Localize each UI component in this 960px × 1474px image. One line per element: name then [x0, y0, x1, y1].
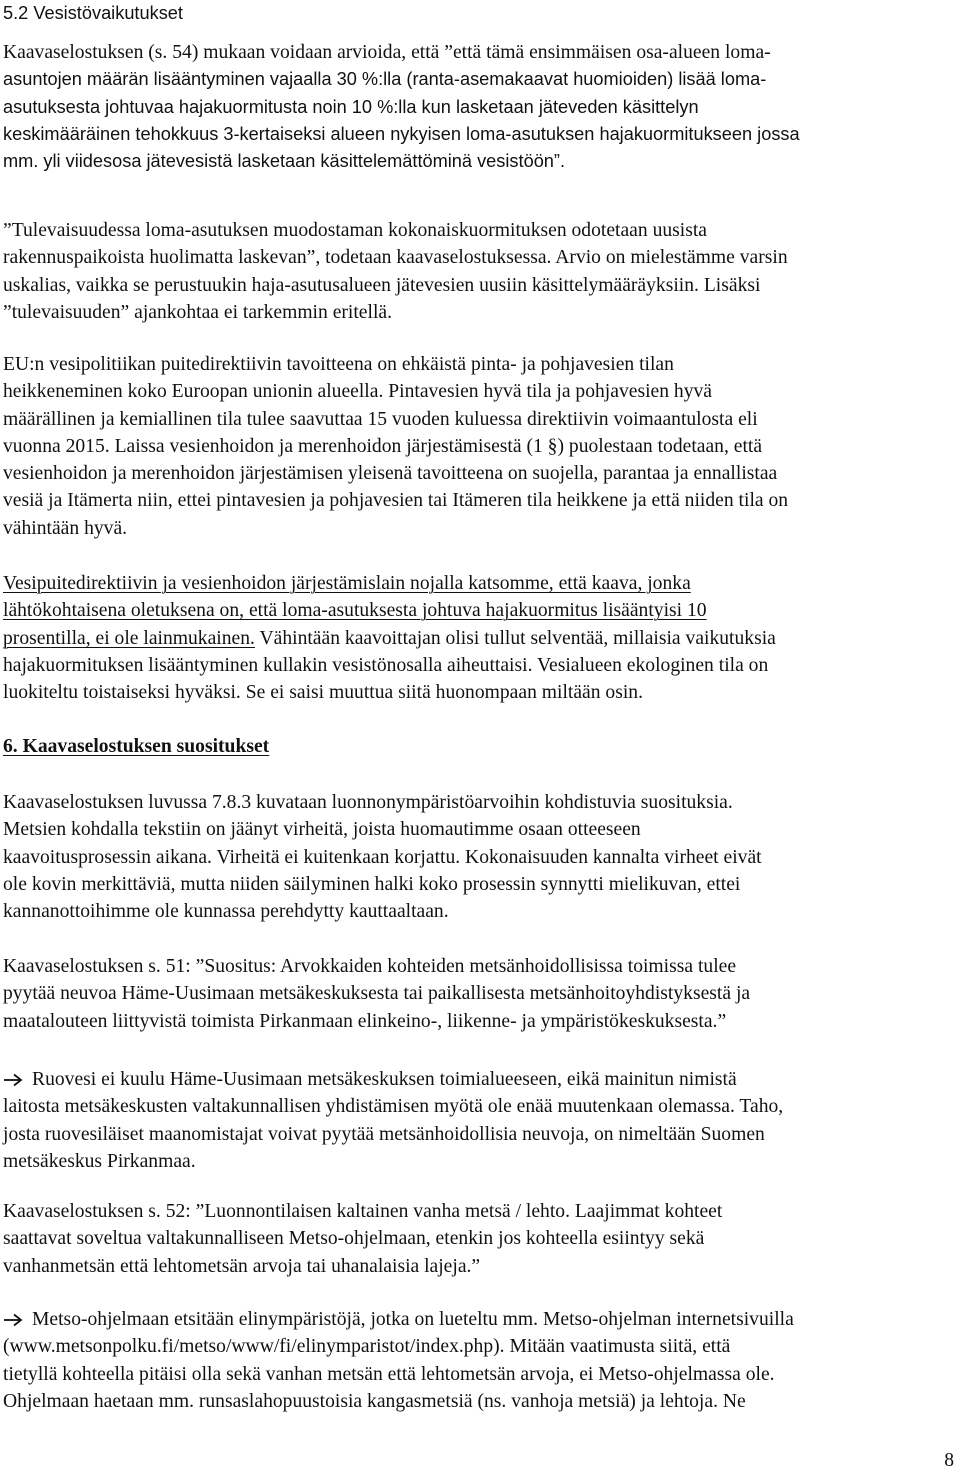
page-number: 8	[944, 1450, 954, 1471]
paragraph-ruovesi	[3, 1066, 955, 1175]
heading-text: 6. Kaavaselostuksen suositukset	[3, 736, 270, 757]
paragraph-line: ole kovin merkittäviä, mutta niiden säilyminen halki koko prosessin synnytti mielikuvan, ettei	[3, 873, 741, 895]
paragraph-line: hajakuormituksen lisääntyminen kullakin vesistönosalla aiheuttaisi. Vesialueen ekologinen tila on	[3, 654, 769, 676]
paragraph-line	[3, 625, 955, 652]
paragraph-line: metsäkeskus Pirkanmaa.	[3, 1150, 196, 1172]
paragraph-line: pyytää neuvoa Häme-Uusimaan metsäkeskuksesta tai paikallisesta metsänhoitoyhdistyksestä ja	[3, 983, 751, 1005]
paragraph-line: Kaavaselostuksen luvussa 7.8.3 kuvataan luonnonympäristöarvoihin kohdistuvia suosituksia.	[3, 792, 733, 813]
paragraph-line: ”tulevaisuuden” ajankohtaa ei tarkemmin eritellä.	[3, 301, 392, 323]
line-text: Metso-ohjelmaan etsitään elinympäristöjä, jotka on lueteltu mm. Metso-ohjelman internetsivuilla	[32, 1309, 794, 1330]
paragraph-line: vuonna 2015. Laissa vesienhoidon ja merenhoidon järjestämisestä (1 §) puolestaan todetaan, että	[3, 435, 763, 457]
paragraph-line: luokiteltu toistaiseksi hyväksi. Se ei saisi muuttua siitä huonompaan miltään osin.	[3, 682, 643, 704]
paragraph-tulevaisuus	[3, 217, 955, 326]
paragraph-line	[3, 1306, 955, 1333]
paragraph-line: josta ruovesiläiset maanomistajat voivat pyytää metsänhoidollisia neuvoja, on nimeltään Suomen	[3, 1123, 765, 1145]
underlined-text: Vesipuitedirektiivin ja vesienhoidon järjestämislain nojalla katsomme, että kaava, jonka	[3, 573, 691, 594]
underlined-text: lähtökohtaisena oletuksena on, että loma-asutuksesta johtuva hajakuormitus lisääntyisi 10	[3, 600, 707, 622]
paragraph-line: tietyllä kohteella pitäisi olla sekä vanhan metsän että lehtometsän arvoja, ei Metso-ohjelmassa ole.	[3, 1363, 775, 1385]
paragraph-line: rakennuspaikoista huolimatta laskevan”, todetaan kaavaselostuksessa. Arvio on mielestämme varsin	[3, 247, 788, 269]
paragraph-line: EU:n vesipolitiikan puitedirektiivin tavoitteena on ehkäistä pinta- ja pohjavesien tilan	[3, 354, 674, 375]
paragraph-line: maatalouteen liittyvistä toimista Pirkanmaan elinkeino-, liikenne- ja ympäristökeskuksesta.”	[3, 1010, 727, 1032]
paragraph-line: vesiä ja Itämerta niin, ettei pintavesien ja pohjavesien tai Itämeren tila heikkene ja että niiden tila on	[3, 490, 789, 512]
paragraph-line: vesienhoidon ja merenhoidon järjestämisen yleisenä tavoitteena on suojella, parantaa ja ennallistaa	[3, 463, 778, 485]
paragraph-line: Kaavaselostuksen s. 52: ”Luonnontilaisen kaltainen vanha metsä / lehto. Laajimmat kohteet	[3, 1201, 723, 1222]
paragraph-line: vähintään hyvä.	[3, 517, 128, 539]
paragraph-eu-vesipolitiikka	[3, 351, 955, 542]
underlined-text: prosentilla, ei ole lainmukainen.	[3, 627, 255, 649]
paragraph-line: kannanottoihimme ole kunnassa perehdytty kauttaaltaan.	[3, 901, 449, 923]
line-text: Ruovesi ei kuulu Häme-Uusimaan metsäkeskuksen toimialueeseen, eikä mainitun nimistä	[32, 1069, 737, 1090]
section-title-text: 5.2 Vesistövaikutukset	[3, 3, 183, 23]
paragraph-line: Metsien kohdalla tekstiin on jäänyt virheitä, joista huomautimme osaan otteeseen	[3, 819, 641, 841]
paragraph-line: keskimääräinen tehokkuus 3-kertaiseksi alueen nykyisen loma-asutuksen hajakuormitukseen jossa	[3, 123, 800, 144]
paragraph-suositukset	[3, 789, 955, 925]
plain-text: Vähintään kaavoittajan olisi tullut selventää, millaisia vaikutuksia	[254, 627, 776, 649]
paragraph-line	[3, 1066, 955, 1093]
arrow-right-icon	[3, 1306, 23, 1333]
paragraph-line: vanhanmetsän että lehtometsän arvoja tai uhanalaisia lajeja.”	[3, 1255, 481, 1277]
paragraph-line: asutuksesta johtuvaa hajakuormitusta noin 10 %:lla kun lasketaan jäteveden käsittelyn	[3, 96, 699, 117]
paragraph-line: saattavat soveltua valtakunnalliseen Metso-ohjelmaan, etenkin jos kohteella esiintyy sekä	[3, 1228, 705, 1250]
paragraph-line	[3, 597, 955, 624]
paragraph-line: Kaavaselostuksen s. 51: ”Suositus: Arvokkaiden kohteiden metsänhoidollisissa toimissa tulee	[3, 956, 737, 977]
paragraph-line: ”Tulevaisuudessa loma-asutuksen muodostaman kokonaiskuormituksen odotetaan uusista	[3, 220, 708, 241]
paragraph-line: (www.metsonpolku.fi/metso/www/fi/elinymparistot/index.php). Mitään vaatimusta siitä, että	[3, 1336, 731, 1358]
paragraph-line: mm. yli viidesosa jätevesistä lasketaan käsittelemättöminä vesistöön”.	[3, 151, 566, 172]
section-title	[3, 0, 955, 27]
paragraph-line: uskalias, vaikka se perustuukin haja-asutusalueen jätevesien uusiin käsittelymääräyksiin. Lisäksi	[3, 274, 761, 296]
paragraph-line: määrällinen ja kemiallinen tila tulee saavuttaa 15 vuoden kuluessa direktiivin voimaantulosta eli	[3, 408, 758, 430]
paragraph-line: laitosta metsäkeskusten valtakunnallisen yhdistämisen myötä ole enää muutenkaan olemassa. Taho,	[3, 1096, 784, 1118]
paragraph-quote-s51	[3, 953, 955, 1035]
paragraph-vesisto-arvio	[3, 39, 955, 175]
paragraph-line: Kaavaselostuksen (s. 54) mukaan voidaan arvioida, että ”että tämä ensimmäisen osa-alueen loma-	[3, 42, 771, 63]
paragraph-quote-s52	[3, 1198, 955, 1280]
paragraph-metso	[3, 1306, 955, 1415]
paragraph-line: kaavoitusprosessin aikana. Virheitä ei kuitenkaan korjattu. Kokonaisuuden kannalta virheet eivät	[3, 846, 762, 868]
paragraph-line: asuntojen määrän lisääntyminen vajaalla 30 %:lla (ranta-asemakaavat huomioiden) lisää loma-	[3, 69, 767, 90]
paragraph-line: heikkeneminen koko Euroopan unionin alueella. Pintavesien hyvä tila ja pohjavesien hyvä	[3, 381, 712, 403]
arrow-right-icon	[3, 1066, 23, 1093]
paragraph-lainmukaisuus	[3, 570, 955, 706]
paragraph-line	[3, 570, 955, 597]
heading-section-6	[3, 733, 955, 760]
paragraph-line: Ohjelmaan haetaan mm. runsaslahopuustoisia kangasmetsiä (ns. vanhoja metsiä) ja lehtoja. Ne	[3, 1390, 746, 1412]
